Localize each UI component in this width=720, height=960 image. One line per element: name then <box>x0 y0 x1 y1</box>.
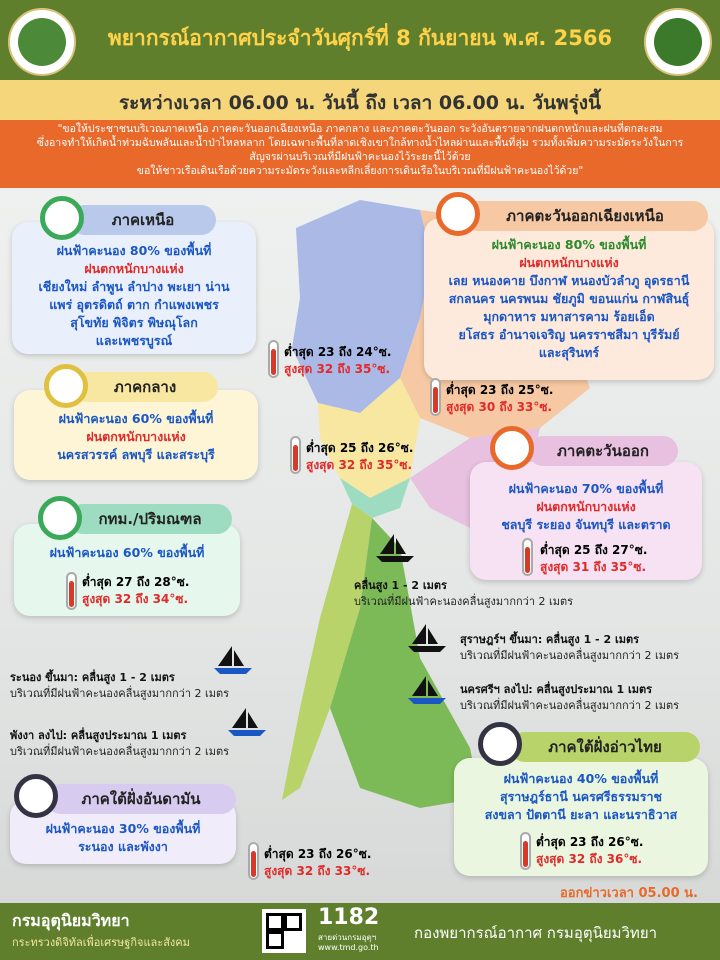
north-area: เชียงใหม่ ลำพูน ลำปาง พะเยา น่าน <box>38 279 230 294</box>
hotline-number: 1182 <box>318 905 380 930</box>
sea-upper-gulf <box>354 578 573 610</box>
central-tmax: สูงสุด 32 ถึง 35°ซ. <box>306 458 413 472</box>
central-rain: ฝนฟ้าคะนอง 60% ของพื้นที่ <box>58 411 214 426</box>
sea-storm-note: บริเวณที่มีฝนฟ้าคะนองคลื่นสูงมากกว่า 2 เมตร <box>10 745 230 758</box>
issued-time: ออกข่าวเวลา 05.00 น. <box>560 886 698 901</box>
notice-line: ซึ่งอาจทำให้เกิดน้ำท่วมฉับพลันและน้ำป่าไหลหลาก โดยเฉพาะพื้นที่ลาดเชิงเขาใกล้ทางน้ำไหลผ่านและพื้นที่ลุ่ม รวมทั้งเพิ่มความระมัดระวังในการ <box>36 137 684 149</box>
thermometer-icon <box>522 538 533 576</box>
bangkok-title: กทม./ปริมณฑล <box>68 504 232 534</box>
bangkok-temps <box>82 574 189 608</box>
east-tmax: สูงสุด 31 ถึง 35°ซ. <box>540 560 647 574</box>
thermometer-icon <box>520 832 531 870</box>
north-area: สุโขทัย พิจิตร พิษณุโลก <box>70 315 198 330</box>
central-temps <box>306 440 413 474</box>
central-area: นครสวรรค์ ลพบุรี และสระบุรี <box>57 447 215 462</box>
central-tmin: ต่ำสุด 25 ถึง 26°ซ. <box>306 441 414 455</box>
bangkok-rain: ฝนฟ้าคะนอง 60% ของพื้นที่ <box>49 545 205 560</box>
south-east-tmin: ต่ำสุด 23 ถึง 26°ซ. <box>536 835 644 849</box>
south-east-area: สุราษฎร์ธานี นครศรีธรรมราช <box>499 789 663 804</box>
sea-phang-nga <box>10 728 229 760</box>
south-east-tmax: สูงสุด 32 ถึง 36°ซ. <box>536 852 643 866</box>
east-details <box>472 480 700 534</box>
footer-bar <box>0 903 720 960</box>
footer-ministry: กระทรวงดิจิทัลเพื่อเศรษฐกิจและสังคม <box>12 936 190 949</box>
south-west-rain: ฝนฟ้าคะนอง 30% ของพื้นที่ <box>45 821 201 836</box>
northeast-temps <box>446 382 553 416</box>
boat-icon <box>224 706 270 740</box>
east-temps <box>540 542 647 576</box>
sea-wave-height: คลื่นสูง 1 - 2 เมตร <box>354 579 447 592</box>
bangkok-tmax: สูงสุด 32 ถึง 34°ซ. <box>82 592 189 606</box>
south-west-details <box>12 820 234 856</box>
sea-storm-note: บริเวณที่มีฝนฟ้าคะนองคลื่นสูงมากกว่า 2 เมตร <box>354 595 574 608</box>
south-east-details <box>456 770 706 824</box>
northeast-area: ยโสธร อำนาจเจริญ นครราชสีมา บุรีรัมย์ <box>458 327 680 342</box>
sea-storm-note: บริเวณที่มีฝนฟ้าคะนองคลื่นสูงมากกว่า 2 เมตร <box>460 699 680 712</box>
page-title: พยากรณ์อากาศประจำวันศุกร์ที่ 8 กันยายน พ.ศ. 2566 <box>107 26 613 50</box>
forecast-period-bar <box>0 80 720 120</box>
location-pin-icon <box>478 722 522 766</box>
south-west-area: ระนอง และพังงา <box>78 839 168 854</box>
south-east-area: สงขลา ปัตตานี ยะลา และนราธิวาส <box>484 807 678 822</box>
location-pin-icon <box>14 774 58 818</box>
thermometer-icon <box>290 436 301 474</box>
boat-icon <box>404 622 450 656</box>
thermometer-icon <box>248 842 259 880</box>
south-west-tmin: ต่ำสุด 23 ถึง 26°ซ. <box>264 847 372 861</box>
qr-code[interactable] <box>262 909 306 953</box>
northeast-tmin: ต่ำสุด 23 ถึง 25°ซ. <box>446 383 554 397</box>
central-title: ภาคกลาง <box>72 372 218 402</box>
northeast-area: มุกดาหาร มหาสารคาม ร้อยเอ็ด <box>483 309 655 324</box>
ministry-logo <box>8 8 76 76</box>
north-heavy: ฝนตกหนักบางแห่ง <box>84 261 184 276</box>
north-tmin: ต่ำสุด 23 ถึง 24°ซ. <box>284 345 392 359</box>
northeast-tmax: สูงสุด 30 ถึง 33°ซ. <box>446 400 553 414</box>
northeast-title: ภาคตะวันออกเฉียงเหนือ <box>462 201 708 231</box>
warning-notice <box>0 120 720 188</box>
south-west-temps <box>264 846 371 880</box>
notice-line: สัญจรผ่านบริเวณที่มีฝนฟ้าคะนองไว้ระยะนี้ไว้ด้วย <box>249 151 471 163</box>
north-area: และเพชรบูรณ์ <box>95 333 173 348</box>
sea-wave-height: พังงา ลงไป: คลื่นสูงประมาณ 1 เมตร <box>10 729 187 742</box>
location-pin-icon <box>44 364 88 408</box>
north-temps <box>284 344 391 378</box>
sea-ranong <box>10 670 229 702</box>
thermometer-icon <box>430 378 441 416</box>
east-heavy: ฝนตกหนักบางแห่ง <box>536 499 636 514</box>
north-area: แพร่ อุตรดิตถ์ ตาก กำแพงเพชร <box>49 297 219 312</box>
thermometer-icon <box>66 572 77 610</box>
north-title: ภาคเหนือ <box>70 205 216 235</box>
south-east-temps <box>536 834 643 868</box>
sea-nakhon-si <box>460 682 679 714</box>
east-tmin: ต่ำสุด 25 ถึง 27°ซ. <box>540 543 648 557</box>
location-pin-icon <box>40 196 84 240</box>
south-east-rain: ฝนฟ้าคะนอง 40% ของพื้นที่ <box>503 771 659 786</box>
northeast-rain: ฝนฟ้าคะนอง 80% ของพื้นที่ <box>491 237 647 252</box>
east-area: ชลบุรี ระยอง จันทบุรี และตราด <box>501 517 671 532</box>
forecast-period: ระหว่างเวลา 06.00 น. วันนี้ ถึง เวลา 06.00 น. วันพรุ่งนี้ <box>118 92 602 114</box>
notice-line: "ขอให้ประชาชนบริเวณภาคเหนือ ภาคตะวันออกเฉียงเหนือ ภาคกลาง และภาคตะวันออก ระวังอันตรายจากฝนตกหนักและฝนที่ตกสะสม <box>57 123 663 135</box>
bangkok-tmin: ต่ำสุด 27 ถึง 28°ซ. <box>82 575 190 589</box>
location-pin-icon <box>38 496 82 540</box>
northeast-heavy: ฝนตกหนักบางแห่ง <box>519 255 619 270</box>
sea-storm-note: บริเวณที่มีฝนฟ้าคะนองคลื่นสูงมากกว่า 2 เมตร <box>10 687 230 700</box>
bangkok-details <box>16 544 238 562</box>
tmd-logo <box>644 8 712 76</box>
northeast-area: และสุรินทร์ <box>538 345 600 360</box>
north-rain: ฝนฟ้าคะนอง 80% ของพื้นที่ <box>56 243 212 258</box>
sea-wave-height: สุราษฎร์ฯ ขึ้นมา: คลื่นสูง 1 - 2 เมตร <box>460 633 640 646</box>
northeast-details <box>426 236 712 362</box>
sea-wave-height: ระนอง ขึ้นมา: คลื่นสูง 1 - 2 เมตร <box>10 671 175 684</box>
north-details <box>16 242 252 350</box>
notice-line: ขอให้ชาวเรือเดินเรือด้วยความระมัดระวังและหลีกเลี่ยงการเดินเรือในบริเวณที่มีฝนฟ้าคะนองไว้ด้วย" <box>136 165 584 177</box>
boat-icon <box>372 532 418 566</box>
hotline-label: สายด่วนกรมอุตุฯ <box>318 933 377 942</box>
north-tmax: สูงสุด 32 ถึง 35°ซ. <box>284 362 391 376</box>
boat-icon <box>404 674 450 708</box>
location-pin-icon <box>490 426 534 470</box>
sea-surat <box>460 632 679 664</box>
central-details <box>16 410 256 464</box>
footer-dept: กองพยากรณ์อากาศ กรมอุตุนิยมวิทยา <box>414 924 658 942</box>
east-rain: ฝนฟ้าคะนอง 70% ของพื้นที่ <box>508 481 664 496</box>
location-pin-icon <box>436 192 480 236</box>
south-west-title: ภาคใต้ฝั่งอันดามัน <box>46 784 236 814</box>
south-east-title: ภาคใต้ฝั่งอ่าวไทย <box>510 732 700 762</box>
thermometer-icon <box>268 340 279 378</box>
website-link[interactable]: www.tmd.go.th <box>318 943 379 952</box>
central-heavy: ฝนตกหนักบางแห่ง <box>86 429 186 444</box>
sea-storm-note: บริเวณที่มีฝนฟ้าคะนองคลื่นสูงมากกว่า 2 เมตร <box>460 649 680 662</box>
south-west-tmax: สูงสุด 32 ถึง 33°ซ. <box>264 864 371 878</box>
northeast-area: สกลนคร นครพนม ชัยภูมิ ขอนแก่น กาฬสินธุ์ <box>448 291 690 306</box>
northeast-area: เลย หนองคาย บึงกาฬ หนองบัวลำภู อุดรธานี <box>448 273 690 288</box>
sea-wave-height: นครศรีฯ ลงไป: คลื่นสูงประมาณ 1 เมตร <box>460 683 653 696</box>
footer-org: กรมอุตุนิยมวิทยา <box>12 911 130 930</box>
east-title: ภาคตะวันออก <box>528 436 678 466</box>
